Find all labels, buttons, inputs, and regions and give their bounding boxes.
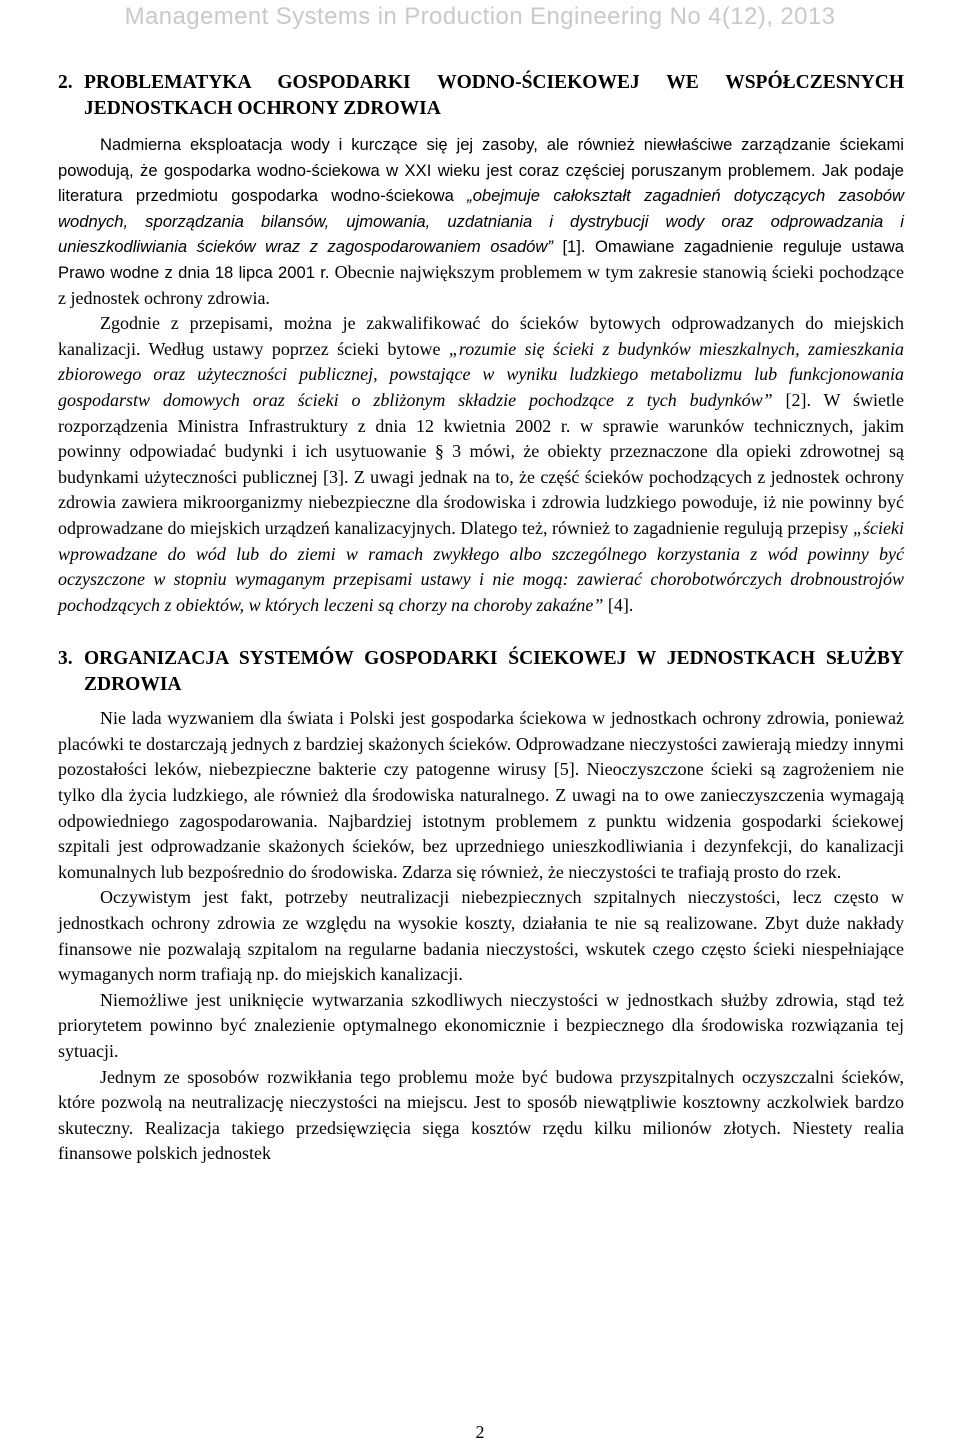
- section-2-heading: [58, 70, 904, 122]
- paragraph-text: Obecnie największym problemem w tym zakresie stanowią ścieki pochodzące z jednostek ochrony zdrowia.: [58, 261, 905, 308]
- journal-header: Management Systems in Production Engineering No 4(12), 2013: [124, 3, 836, 30]
- section-2-paragraph-1: [58, 132, 904, 311]
- section-3-paragraph-2: Oczywistym jest fakt, potrzeby neutralizacji niebezpiecznych szpitalnych nieczystości, lecz często w jednostkach ochrony zdrowia ze względu na wysokie koszty, działania te nie są realizowane. Zbyt duże nakłady finansowe nie pozwalają szpitalom na regularne badania nieczystości, wskutek czego często ścieki niespełniające wymaganych norm trafiają np. do miejskich kanalizacji.: [58, 887, 904, 985]
- section-3-title: ORGANIZACJA SYSTEMÓW GOSPODARKI ŚCIEKOWEJ W JEDNOSTKACH SŁUŻBY ZDROWIA: [84, 648, 904, 696]
- paragraph-text: Nadmierna eksploatacja wody i kurczące się jej zasoby, ale również niewłaściwe zarządzanie ściekami powodują, że gospodarka wodno-ściekowa w XXI wieku jest coraz częściej poruszanym problemem.: [58, 135, 904, 180]
- section-2-paragraph-2: [58, 311, 904, 618]
- section-3-paragraph-4: Jednym ze sposobów rozwikłania tego problemu może być budowa przyszpitalnych oczyszczalni ścieków, które pozwolą na neutralizację nieczystości na miejscu. Jest to sposób niewątpliwie kosztowny aczkolwiek bardzo skuteczny. Realizacja takiego przedsięwzięcia sięga kosztów rzędu kilku milionów złotych. Niestety realia finansowe polskich jednostek: [58, 1066, 904, 1164]
- section-3-heading: [58, 646, 904, 698]
- section-2-title: PROBLEMATYKA GOSPODARKI WODNO-ŚCIEKOWEJ WE WSPÓŁCZESNYCH JEDNOSTKACH OCHRONY ZDROWIA: [84, 72, 904, 119]
- section-2-number: 2.: [58, 72, 73, 93]
- section-3-paragraph-3: Niemożliwe jest uniknięcie wytwarzania szkodliwych nieczystości w jednostkach służby zdrowia, stąd też priorytetem powinno być znalezienie optymalnego ekonomicznie i bezpiecznego dla środowiska rozwiązania tej sytuacji.: [58, 989, 904, 1061]
- page-number: 2: [475, 1422, 485, 1442]
- section-3-number: 3.: [58, 648, 73, 670]
- paragraph-text: w sprawie warunków technicznych, jakim powinny odpowiadać budynki i ich usytuowanie § 3 mówi, że obiekty przeznaczone dla opieki zdrowotnej są budynkami użyteczności publicznej [3]. Z uwagi jednak na to, że część ścieków pochodzących z jednostek ochrony zdrowia zawiera mikroorganizmy niebezpieczne dla środowiska i zdrowia ludzkiego powoduje, iż nie powinny być odprowadzane do miejskich urządzeń kanalizacyjnych. Dlatego też, również to zagadnienie regulują przepisy: [58, 415, 904, 538]
- quotation-text: „rozumie się ścieki z budynków mieszkalnych, zamieszkania zbiorowego oraz użyteczności publicznej, powstające w wyniku ludzkiego metabolizmu lub funkcjonowania gospodarstw domowych oraz ścieki o zbliżonym składzie pochodzące z tych budynków”: [58, 338, 905, 410]
- quotation-text: „ścieki wprowadzane do wód lub do ziemi w ramach zwykłego albo szczególnego korzystania z wód powinny być oczyszczone w stopniu wymaganym przepisami ustawy i nie mogą: zawierać chorobotwórczych drobnoustrojów pochodzących z obiektów, w których leczeni są chorzy na choroby zakaźne”: [58, 517, 904, 615]
- paragraph-text: [4].: [603, 594, 634, 615]
- paragraph-text: [2]. W świetle rozporządzenia Ministra Infrastruktury z dnia 12 kwietnia 2002 r.: [58, 389, 905, 436]
- quotation-text: „obejmuje całokształt zagadnień dotyczących zasobów wodnych, sporządzania bilansów, ujmowania, uzdatniania i dystrybucji wody oraz odprowadzania i unieszkodliwiania ścieków wraz z zagospodarowaniem osadów”: [58, 186, 905, 257]
- paragraph-text: Zgodnie z przepisami, można je zakwalifikować do ścieków bytowych odprowadzanych do miejskich kanalizacji. Według ustawy poprzez ścieki bytowe: [58, 313, 904, 359]
- section-3-paragraph-1: Nie lada wyzwaniem dla świata i Polski jest gospodarka ściekowa w jednostkach ochrony zdrowia, ponieważ placówki te dostarczają jednych z bardziej skażonych ścieków. Odprowadzane nieczystości zawierają miedzy innymi pozostałości leków, niebezpieczne bakterie czy patogenne wirusy [5]. Nieoczyszczone ścieki są zagrożeniem nie tylko dla życia ludzkiego, ale również dla środowiska naturalnego. Z uwagi na to owe zanieczyszczenia wymagają odpowiedniego zagospodarowania. Najbardziej istotnym problemem z punktu widzenia gospodarki ściekowej szpitali jest odprowadzanie skażonych ścieków, bez uprzedniego unieszkodliwiania i dezynfekcji, do kanalizacji komunalnych lub bezpośrednio do środowiska. Zdarza się również, że nieczystości te trafiają prosto do rzek.: [58, 708, 904, 882]
- paragraph-text: [1]. Omawiane zagadnienie reguluje ustawa Prawo wodne z dnia 18 lipca 2001 r.: [58, 237, 904, 282]
- article-body: [58, 70, 904, 1167]
- paragraph-text: Jak podaje literatura przedmiotu gospodarka wodno-ściekowa: [58, 160, 904, 206]
